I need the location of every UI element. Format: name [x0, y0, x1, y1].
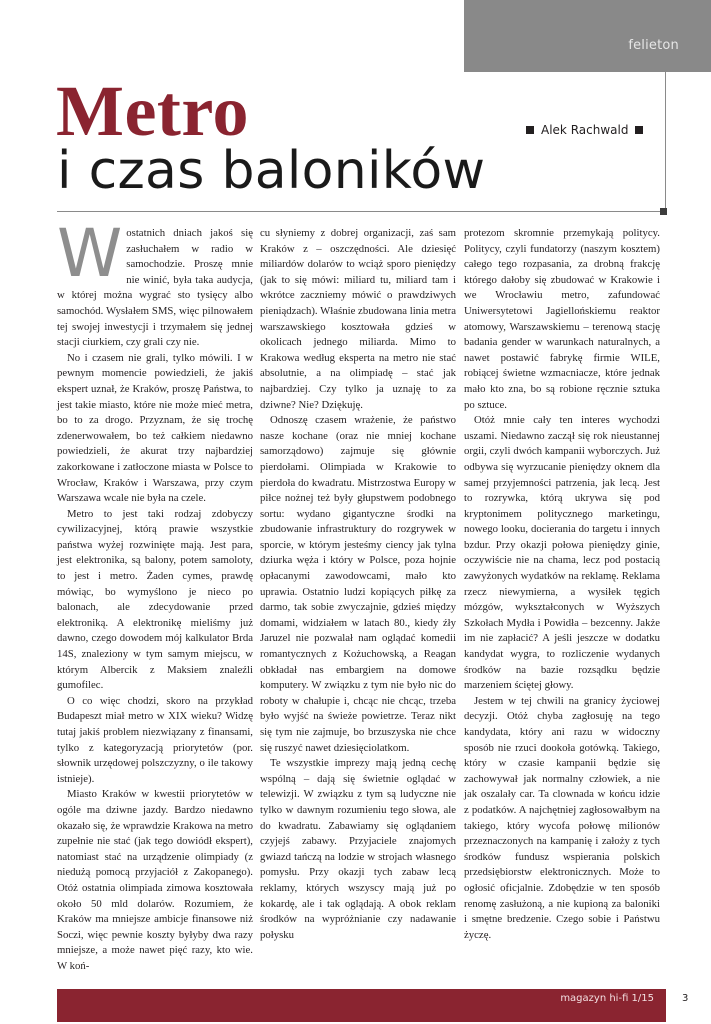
byline: [526, 122, 643, 138]
paragraph: No i czasem nie grali, tylko mówili. I w pewnym momencie powiedzieli, że jakiś ekspert uznał, że Kraków, proszę Państwa, to jest takie miasto, które nie może mieć metra, bo to za drogo. Przyznam, że się trochę zdenerwowałem, bo też całkiem niedawno powiedzieli, że akurat trzy najbardziej zakorkowane i zatłoczone miasta w Polsce to Wrocław, Kraków i Warszawa, przy czym Warszawa wcale nie była na czele.: [57, 351, 253, 505]
article-column-1: [57, 215, 253, 975]
paragraph: cu słyniemy z dobrej organizacji, zaś sam Kraków z – oszczędności. Ale dziesięć miliardów dolarów to wciąż sporo pieniędzy (jak to się mówi: miliard tu, miliard tam i wkrótce zaczniemy mówić o prawdziwych pieniądzach). Właśnie zbudowana linia metra warszawskiego kosztowała gdzieś w okolicach jednego miliarda. Mimo to Krakowa według eksperta na metro nie stać absolutnie, a na olimpiadę – stać jak najbardziej. Czy tylko ja uznaję to za dziwne? Nie? Dziękuję.: [260, 227, 456, 411]
section-label: felieton: [628, 38, 679, 53]
square-bullet-icon: [526, 126, 534, 134]
paragraph: Otóż mnie cały ten interes wychodzi uszami. Niedawno zaczął się rok nieustannej orgii, czyli dwóch kampanii wyborczych. Już odbywa się wyrzucanie pieniędzy oknem dla samej przyjemności patrzenia, jak lecą. Jest to rozrywka, którą ukrywa się pod kryptonimem politycznego marketingu, nowego looku, docierania do targetu i innych bzdur. Przy okazji połowa pieniędzy ginie, oczywiście nie na chama, lecz pod postacią zawyżonych wydatków na reklamę. Reklama rzecz niewymierna, a wysiłek tęgich mózgów, wykształconych w Wyższych Szkołach Mydła i Powidła – bezcenny. Jakże im nie zapłacić? A jeśli jeszcze w dodatku kandydat wygra, to rozliczenie wydanych środków na bazie rozsądku będzie marzeniem ściętej głowy.: [464, 414, 660, 692]
article-column-2: [260, 226, 456, 943]
vertical-rule: [665, 72, 666, 212]
footer-bar: [57, 989, 666, 1022]
paragraph: ostatnich dniach jakoś się zasłuchałem w radio w samochodzie. Proszę mnie nie winić, była taka audycja, w której można wygrać sto tysięcy albo samochód. Wysłałem SMS, więc pilnowałem tej swojej inwestycji i trzymałem się jednej stacji ciurkiem, czy grali czy nie.: [57, 227, 253, 349]
drop-cap: W: [57, 215, 123, 292]
paragraph: Miasto Kraków w kwestii priorytetów w ogóle ma dziwne jazdy. Bardzo niedawno okazało się, że wprawdzie Krakowa na metro zupełnie nie stać (jak tego dowiódł ekspert), natomiast stać na urządzenie olimpiady (z niedużą pomocą przyjaciół z Zakopanego). Otóż ostatnia olimpiada zimowa kosztowała około 50 mld dolarów. Rozumiem, że Kraków ma mniejsze ambicje finansowe niż Soczi, więc pewnie koszty byłyby dwa razy mniejsze, a może nawet pięć razy, kto wie. W koń-: [57, 788, 253, 972]
section-tab: [464, 0, 711, 72]
paragraph: Jestem w tej chwili na granicy życiowej decyzji. Otóż chyba zagłosuję na tego kandydata, który ani razu w widoczny sposób nie rzuci dookoła gotówką. Takiego, który w czasie kampanii będzie się zachowywał jak normalny człowiek, a nie jak oszalały car. Ta clownada w końcu idzie z podatków. A najchętniej zagłosowałbym na takiego, który wycofa połowę milionów przeznaczonych na kampanię i założy z tych środków fundusz wspierania polskich przedsiębiorstw elektronicznych. Może to ogłosić oficjalnie. Zdobędzie w ten sposób renomę zasłużoną, a nie kupioną za baloniki i smętne bredzenie. Czego sobie i Państwu życzę.: [464, 694, 660, 941]
title-line-1: Metro: [56, 71, 250, 151]
magazine-issue: magazyn hi-fi 1/15: [560, 993, 654, 1004]
paragraph: Metro to jest taki rodzaj zdobyczy cywilizacyjnej, którą prawie wszystkie państwa wyżej rozwinięte mają. Jest para, jest elektronika, są balony, potem samoloty, to jest i metro. Żaden cymes, prawdę mówiąc, bo wymyślono je nieco po balonach, ale zdecydowanie przed elektroniką. A elektronikę mieliśmy już dawno, czego dowodem mój kalkulator Brda 14S, znaleziony w tym samym miejscu, w którym Albercik z Maksiem znaleźli gumofilec.: [57, 507, 253, 692]
paragraph: O co więc chodzi, skoro na przykład Budapeszt miał metro w XIX wieku? Widzę tutaj jakiś problem niezwiązany z finansami, tylko z kategoryzacją priorytetów (por. słownik urzędowej polszczyzny, o ile takowy istnieje).: [57, 694, 253, 785]
paragraph: Odnoszę czasem wrażenie, że państwo nasze kochane (oraz nie mniej kochane samorządowo) zajmuje się głównie pierdołami. Olimpiada w Krakowie to pierdoła do kwadratu. Mistrzostwa Europy w piłce nożnej też były głupstwem podobnego sortu: wydano gigantyczne środki na zbudowanie infrastruktury do rozgrywek w sporcie, w którym jesteśmy ciency jak tylna dziurka węża i który w Polsce, poza hojnie opłacanymi zawodowcami, mało kto uprawia. Ostatnio ludzi kopiących piłkę za darmo, tak sobie zwyczajnie, gdzieś między domami, widziałem w latach 80., kiedy źły Jaruzel nie pozwalał nam oglądać komedii romantycznych z Kożuchowską, a Reagan obkładał nas embargiem na domowe komputery. W związku z tym nie było nic do roboty w chałupie i, chcąc nie chcąc, trzeba było wyjść na świeże powietrze. Teraz nikt się tym nie zajmuje, bo brzuszyska nie chce się ruszyć nawet dziesięciolatkom.: [260, 414, 456, 754]
paragraph: Te wszystkie imprezy mają jedną cechę wspólną – dają się świetnie oglądać w telewizji. W związku z tym są ludyczne nie tylko w dawnym rozumieniu tego słowa, ale do kwadratu. Zabawiamy się oglądaniem czyjejś zabawy. Przyjaciele znajomych gwiazd tańczą na lodzie w strojach własnego pomysłu. Przy okazji tych zabaw lecą reklamy, których wszyscy mają już po kokardę, ale i tak oglądają. A obok reklam środków na wypróżnianie czy nadawanie połysku: [260, 757, 456, 941]
corner-square: [660, 208, 667, 215]
page-number: 3: [682, 993, 689, 1004]
header-rule: [57, 211, 666, 212]
title-line-2: i czas baloników: [57, 141, 486, 201]
author-name: Alek Rachwald: [541, 123, 629, 137]
article-column-3: [464, 226, 660, 943]
square-bullet-icon: [635, 126, 643, 134]
paragraph: protezom skromnie przemykają politycy. Politycy, czyli fundatorzy (naszym kosztem) całego tego rozpasania, za drobną frakcję którego dałoby się zbudować w Krakowie i we Wrocławiu metro, zafundować Uniwersytetowi Jagiellońskiemu reaktor atomowy, Warszawskiemu – terenową stację badania gender w warunkach naturalnych, a nawet postawić fabrykę firmie WILE, robiącej świetne wzmacniacze, które jednak mało kto zna, bo są robione ręcznie sztuka po sztuce.: [464, 227, 660, 411]
